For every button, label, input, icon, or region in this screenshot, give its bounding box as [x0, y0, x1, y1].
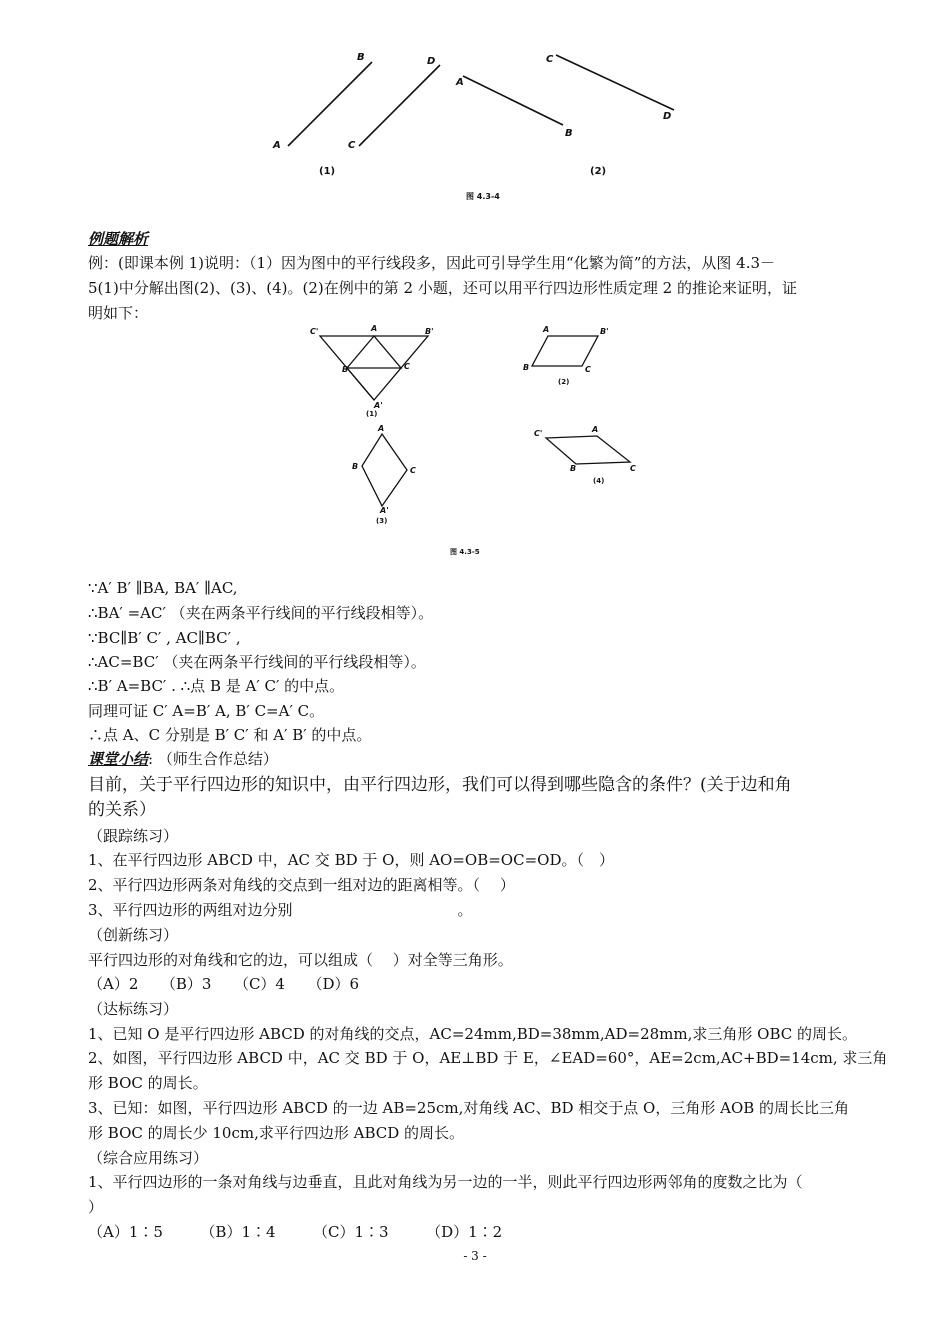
- label-a: A: [456, 77, 464, 88]
- standard-line-5: 形 BOC 的周长少 10cm,求平行四边形 ABCD 的周长。: [88, 1124, 465, 1142]
- subfigure-label: (3): [376, 517, 388, 525]
- label-a: A: [592, 425, 599, 434]
- label-b: B: [523, 363, 530, 372]
- section-heading-example: 例题解析: [88, 230, 149, 248]
- standard-line-2: 2、如图，平行四边形 ABCD 中，AC 交 BD 于 O，AE⊥BD 于 E，∠EAD=60°，AE=2cm,AC+BD=14cm, 求三角: [88, 1049, 888, 1067]
- proof-line-7: ∴点 A、C 分别是 B′ C′ 和 A′ B′ 的中点。: [88, 726, 372, 744]
- label-c: C: [410, 466, 416, 475]
- summary-note: （师生合作总结）: [157, 750, 278, 768]
- tracking-item-1: 1、在平行四边形 ABCD 中，AC 交 BD 于 O，则 AO=OB=OC=OD。（ ）: [88, 851, 614, 869]
- standard-line-1: 1、已知 O 是平行四边形 ABCD 的对角线的交点，AC=24mm,BD=38mm,AD=28mm,求三角形 OBC 的周长。: [88, 1025, 857, 1043]
- summary-question-line-1: 目前，关于平行四边形的知识中，由平行四边形，我们可以得到哪些隐含的条件？(关于边和角: [88, 775, 792, 795]
- proof-line-4: ∴AC=BC′ （夹在两条平行线间的平行线段相等）。: [88, 653, 426, 671]
- label-b-prime: B': [600, 327, 609, 336]
- tracking-item-2: 2、平行四边形两条对角线的交点到一组对边的距离相等。（ ）: [88, 876, 515, 894]
- label-c: C: [404, 362, 410, 371]
- label-a-prime: A': [374, 401, 383, 410]
- proof-line-5: ∴B′ A=BC′ . ∴点 B 是 A′ C′ 的中点。: [88, 677, 345, 695]
- label-b-prime: B': [425, 327, 434, 336]
- figure-4-3-5: [300, 320, 660, 565]
- segment-cd-1: [359, 65, 440, 146]
- example-text-line-2: 5(1)中分解出图(2)、(3)、(4)。(2)在例中的第 2 小题，还可以用平行四边形性质定理 2 的推论来证明，证: [88, 279, 797, 297]
- rhombus-3: [362, 434, 407, 506]
- label-a: A: [543, 325, 550, 334]
- tracking-title: （跟踪练习）: [88, 827, 179, 845]
- creative-title: （创新练习）: [88, 926, 179, 944]
- segment-ab-2: [463, 76, 563, 125]
- creative-options: （A）2 （B）3 （C）4 （D）6: [88, 975, 360, 993]
- triangle-inner: [347, 336, 401, 368]
- comprehensive-options: （A）1∶5 （B）1∶4 （C）1∶3 （D）1∶2: [88, 1223, 503, 1241]
- triangle-median: [347, 368, 374, 400]
- label-b: B: [352, 462, 359, 471]
- standard-line-4: 3、已知：如图，平行四边形 ABCD 的一边 AB=25cm,对角线 AC、BD 相交于点 O，三角形 AOB 的周长比三角: [88, 1099, 850, 1117]
- page-number: - 3 -: [463, 1249, 487, 1263]
- proof-line-3: ∵BC∥B′ C′ , AC∥BC′ ,: [88, 629, 241, 647]
- proof-line-2: ∴BA′ =AC′ （夹在两条平行线间的平行线段相等）。: [88, 604, 434, 622]
- summary-heading: 课堂小结: [88, 750, 149, 768]
- summary-colon: :: [148, 750, 154, 768]
- label-a: A: [273, 140, 281, 151]
- proof-line-6: 同理可证 C′ A=B′ A, B′ C=A′ C。: [88, 702, 325, 720]
- label-a: A: [378, 424, 385, 433]
- figure-caption: 图 4.3-5: [450, 548, 480, 556]
- creative-question: 平行四边形的对角线和它的边，可以组成（ ）对全等三角形。: [88, 951, 513, 969]
- subfigure-label: (2): [590, 166, 607, 177]
- label-c-prime: C': [534, 429, 543, 438]
- label-b: B: [565, 128, 573, 139]
- label-d: D: [663, 111, 672, 122]
- example-text-line-3: 明如下：: [88, 304, 149, 322]
- standard-line-3: 形 BOC 的周长。: [88, 1074, 208, 1092]
- label-b: B: [357, 52, 365, 63]
- subfigure-label: (1): [319, 166, 336, 177]
- subfigure-label: (2): [558, 378, 570, 386]
- comprehensive-question-line-2: ）: [88, 1198, 104, 1216]
- segment-cd-2: [556, 55, 674, 110]
- subfigure-label: (1): [366, 410, 378, 418]
- figure-caption: 图 4.3-4: [466, 192, 500, 201]
- label-b: B: [570, 464, 577, 473]
- segment-ab-1: [288, 62, 372, 146]
- label-a: A: [371, 324, 378, 333]
- label-c: C: [585, 365, 591, 374]
- proof-line-1: ∵A′ B′ ∥BA, BA′ ∥AC,: [88, 579, 238, 597]
- label-c: C: [630, 464, 636, 473]
- example-text-line-1: 例：(即课本例 1)说明：（1）因为图中的平行线段多，因此可引导学生用“化繁为简”的方法，从图 4.3－: [88, 254, 776, 272]
- label-d: D: [427, 56, 436, 67]
- parallelogram-2: [532, 336, 598, 366]
- label-b: B: [342, 365, 349, 374]
- subfigure-label: (4): [593, 477, 605, 485]
- summary-question-line-2: 的关系）: [88, 800, 156, 820]
- figure-4-3-4: [250, 40, 700, 210]
- label-c: C: [348, 140, 356, 151]
- parallelogram-4: [546, 436, 630, 464]
- label-c-prime: C': [310, 327, 319, 336]
- comprehensive-question-line-1: 1、平行四边形的一条对角线与边垂直，且此对角线为另一边的一半，则此平行四边形两邻角的度数之比为（: [88, 1173, 803, 1191]
- tracking-item-3: 3、平行四边形的两组对边分别 。: [88, 901, 473, 919]
- label-c: C: [546, 54, 554, 65]
- standard-title: （达标练习）: [88, 1000, 179, 1018]
- label-a-prime: A': [380, 506, 389, 515]
- comprehensive-title: （综合应用练习）: [88, 1149, 209, 1167]
- summary-heading-row: [88, 749, 278, 769]
